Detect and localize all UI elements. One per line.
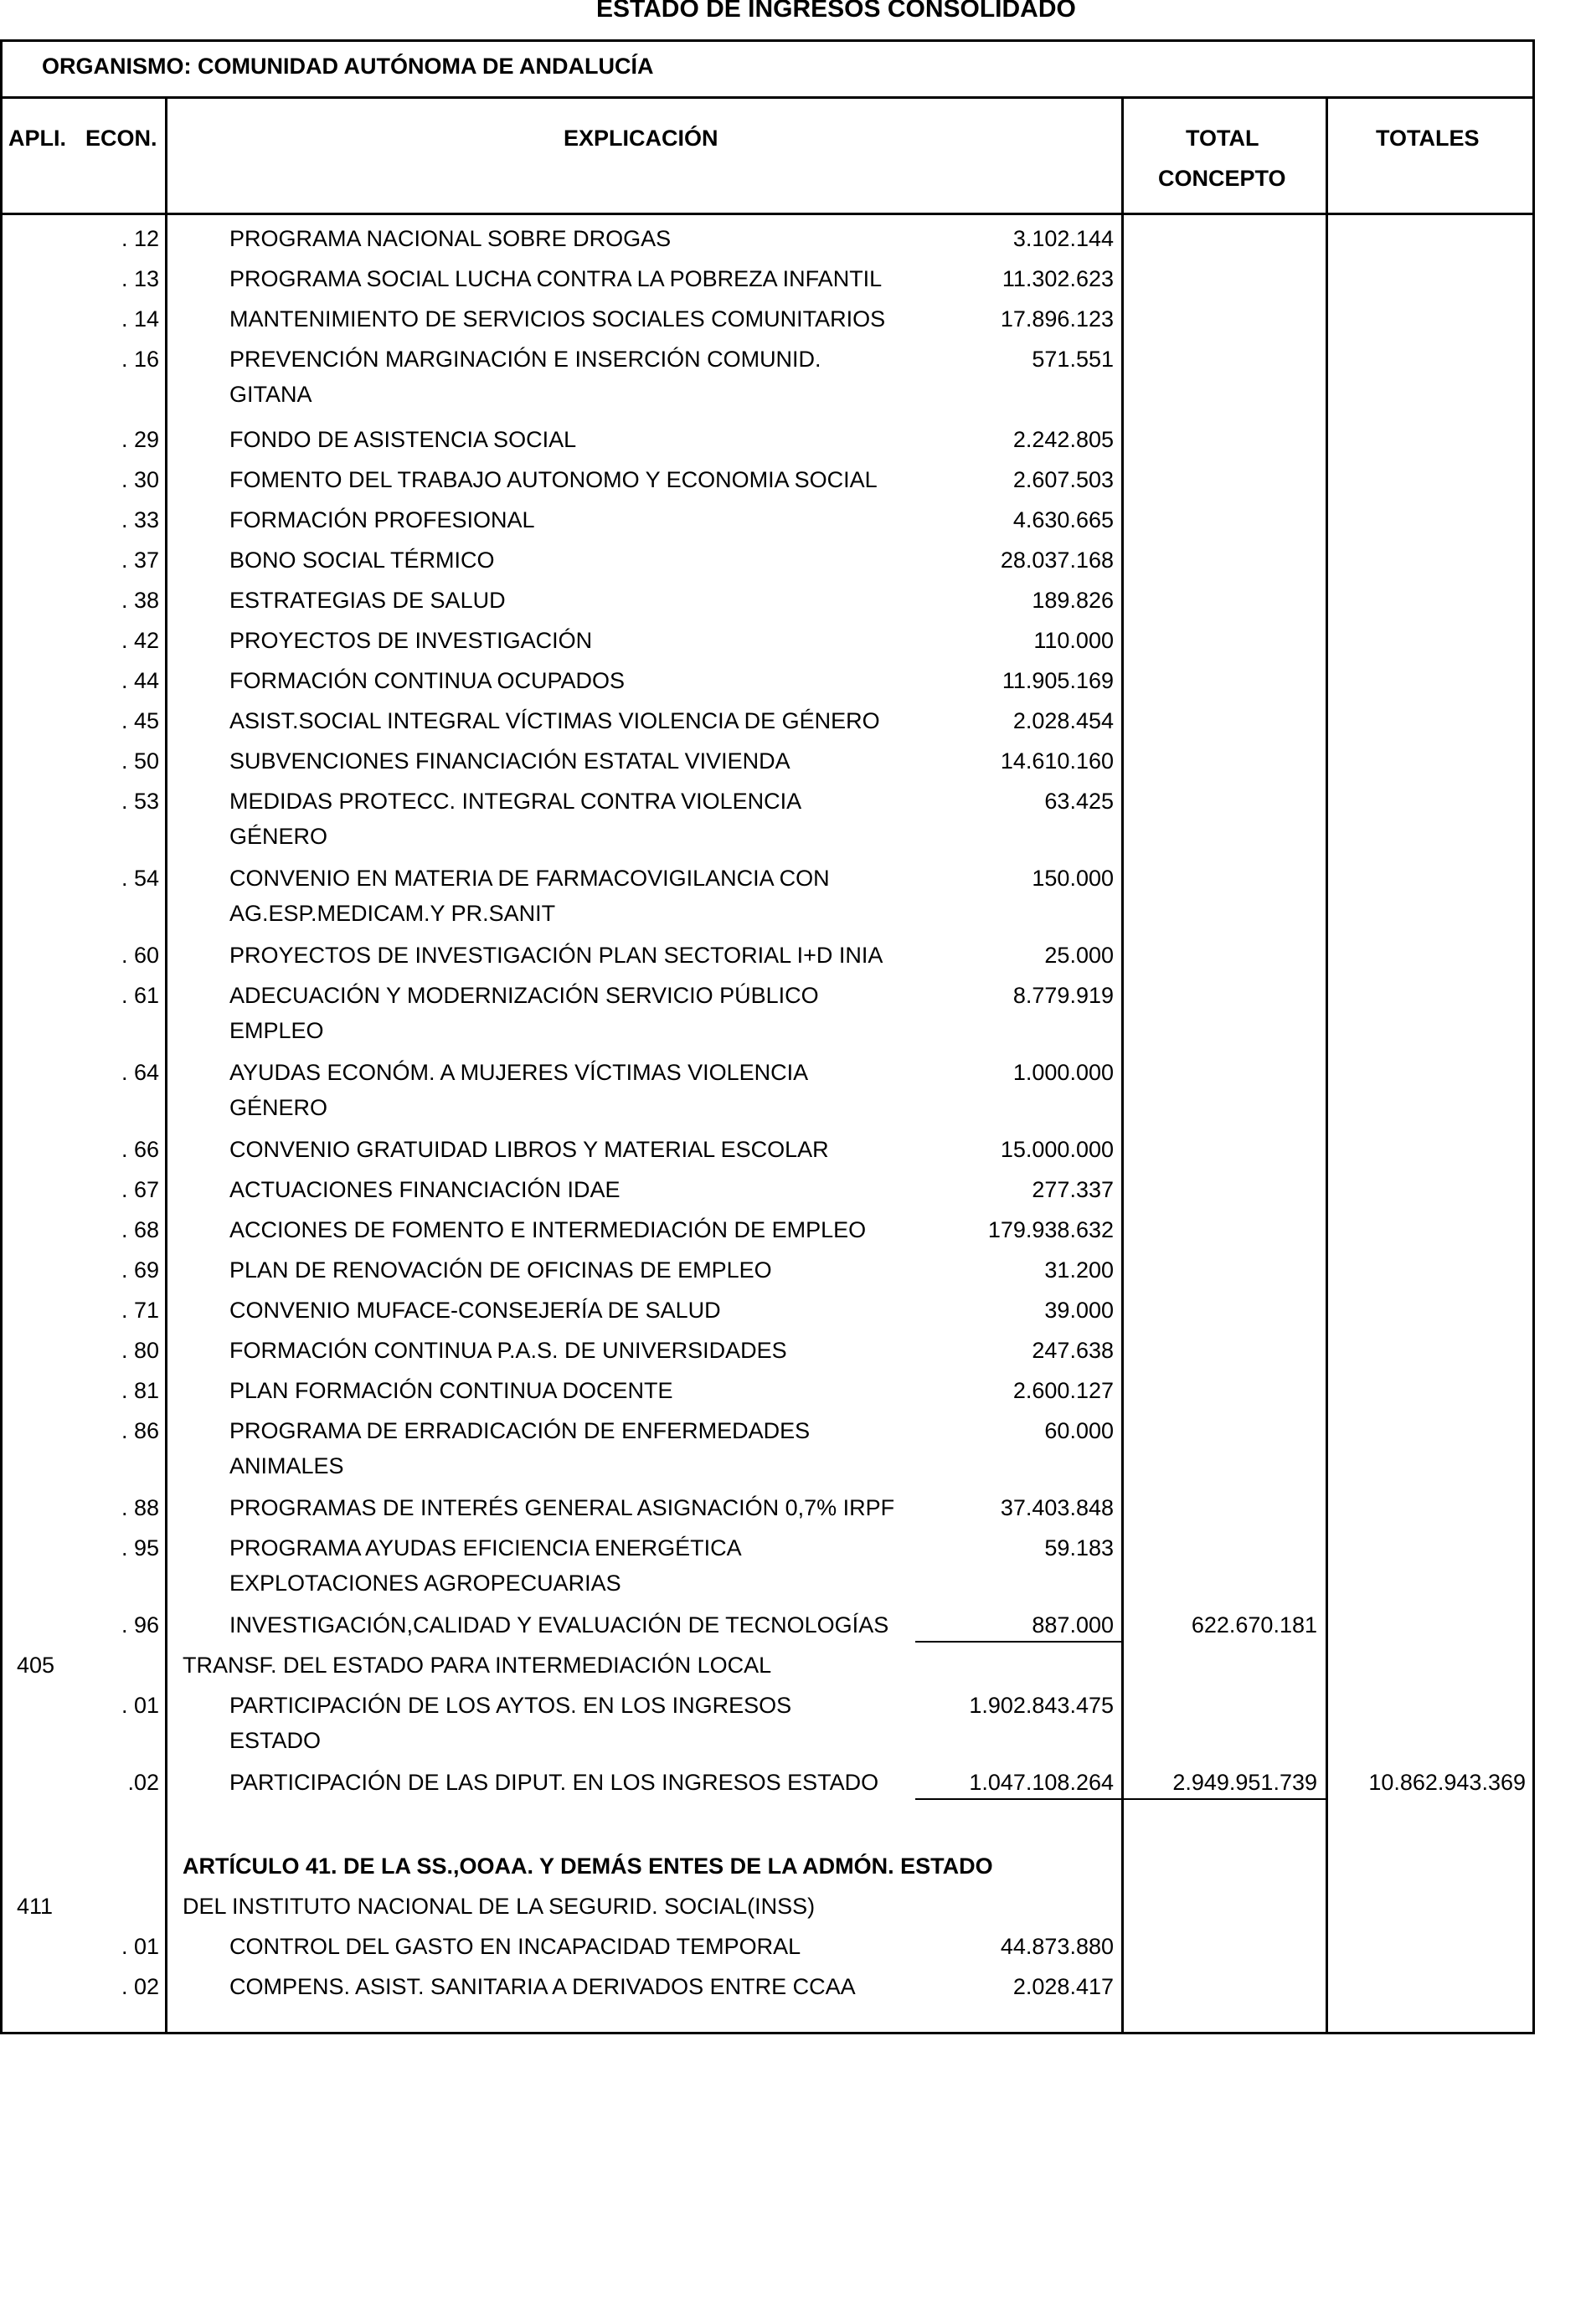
row-description: AG.ESP.MEDICAM.Y PR.SANIT	[229, 901, 556, 926]
row-description: ANIMALES	[229, 1453, 344, 1478]
row-amount: 2.242.805	[1012, 427, 1114, 452]
row-description: PLAN DE RENOVACIÓN DE OFICINAS DE EMPLEO	[229, 1257, 772, 1283]
row-description: EXPLOTACIONES AGROPECUARIAS	[229, 1571, 621, 1596]
row-amount: 2.028.454	[1012, 708, 1114, 733]
row-amount: 150.000	[1032, 866, 1114, 891]
frame-right	[1532, 39, 1535, 2034]
row-description: FONDO DE ASISTENCIA SOCIAL	[229, 427, 577, 452]
header-econ: ECON.	[85, 126, 157, 151]
row-econ: . 16	[121, 347, 159, 372]
row-econ: . 68	[121, 1217, 159, 1242]
row-econ: . 33	[121, 507, 159, 532]
row-econ: . 96	[121, 1612, 159, 1638]
row-description: MANTENIMIENTO DE SERVICIOS SOCIALES COMUNITARIOS	[229, 306, 886, 332]
row-amount: 247.638	[1032, 1338, 1114, 1363]
row-amount: 63.425	[1044, 789, 1114, 814]
row-amount: 2.607.503	[1012, 467, 1114, 492]
row-amount: 8.779.919	[1012, 983, 1114, 1008]
row-description: DEL INSTITUTO NACIONAL DE LA SEGURID. SOCIAL(INSS)	[183, 1894, 816, 1919]
row-amount: 28.037.168	[1000, 548, 1114, 573]
row-description: CONVENIO MUFACE-CONSEJERÍA DE SALUD	[229, 1298, 721, 1323]
row-amount: 15.000.000	[1000, 1137, 1114, 1162]
row-amount: 59.183	[1044, 1535, 1114, 1560]
row-econ: . 01	[121, 1934, 159, 1959]
row-description: PARTICIPACIÓN DE LAS DIPUT. EN LOS INGRESOS ESTADO	[229, 1770, 879, 1795]
row-amount: 11.905.169	[1002, 668, 1114, 693]
col-sep-econ	[165, 96, 167, 2034]
row-description: ADECUACIÓN Y MODERNIZACIÓN SERVICIO PÚBLICO	[229, 983, 819, 1008]
row-description: PROYECTOS DE INVESTIGACIÓN	[229, 628, 593, 653]
row-econ: . 86	[121, 1418, 159, 1443]
row-econ: . 45	[121, 708, 159, 733]
row-econ: . 69	[121, 1257, 159, 1283]
row-description: COMPENS. ASIST. SANITARIA A DERIVADOS ENTRE CCAA	[229, 1974, 856, 1999]
row-total-concepto: 2.949.951.739	[1172, 1770, 1317, 1795]
row-description: PLAN FORMACIÓN CONTINUA DOCENTE	[229, 1378, 673, 1403]
row-description: EMPLEO	[229, 1018, 324, 1043]
row-econ: . 14	[121, 306, 159, 332]
row-description: INVESTIGACIÓN,CALIDAD Y EVALUACIÓN DE TECNOLOGÍAS	[229, 1612, 889, 1638]
row-amount: 2.028.417	[1012, 1974, 1114, 1999]
header-explicacion: EXPLICACIÓN	[564, 126, 718, 151]
row-description: FORMACIÓN CONTINUA P.A.S. DE UNIVERSIDADES	[229, 1338, 787, 1363]
row-amount: 39.000	[1044, 1298, 1114, 1323]
row-econ: . 53	[121, 789, 159, 814]
row-amount: 3.102.144	[1012, 226, 1114, 251]
row-econ: . 44	[121, 668, 159, 693]
row-description: FORMACIÓN PROFESIONAL	[229, 507, 535, 532]
row-description: GÉNERO	[229, 824, 328, 849]
header-total-concepto-line2: CONCEPTO	[1158, 166, 1286, 191]
row-description: ESTADO	[229, 1728, 322, 1753]
row-description: GITANA	[229, 382, 312, 407]
row-amount: 887.000	[1032, 1612, 1114, 1638]
row-amount: 44.873.880	[1000, 1934, 1114, 1959]
concepto-underline	[1122, 1798, 1326, 1800]
frame-top	[0, 39, 1535, 42]
amount-underline	[915, 1641, 1122, 1643]
row-econ: . 81	[121, 1378, 159, 1403]
row-econ: . 64	[121, 1060, 159, 1085]
row-description: PROGRAMA NACIONAL SOBRE DROGAS	[229, 226, 672, 251]
row-description: ESTRATEGIAS DE SALUD	[229, 588, 506, 613]
amount-underline	[915, 1798, 1122, 1800]
row-amount: 110.000	[1033, 628, 1114, 653]
row-amount: 31.200	[1044, 1257, 1114, 1283]
row-description: CONVENIO EN MATERIA DE FARMACOVIGILANCIA CON	[229, 866, 830, 891]
row-amount: 4.630.665	[1012, 507, 1114, 532]
row-amount: 1.000.000	[1012, 1060, 1114, 1085]
row-description: ACTUACIONES FINANCIACIÓN IDAE	[229, 1177, 620, 1202]
row-econ: . 13	[121, 266, 159, 291]
frame-columns-divider	[0, 213, 1535, 215]
row-description: PROGRAMA SOCIAL LUCHA CONTRA LA POBREZA INFANTIL	[229, 266, 883, 291]
row-description: PROYECTOS DE INVESTIGACIÓN PLAN SECTORIAL I+D INIA	[229, 943, 883, 968]
row-description: ACCIONES DE FOMENTO E INTERMEDIACIÓN DE EMPLEO	[229, 1217, 867, 1242]
row-description: PROGRAMA DE ERRADICACIÓN DE ENFERMEDADES	[229, 1418, 811, 1443]
row-description: ARTÍCULO 41. DE LA SS.,OOAA. Y DEMÁS ENTES DE LA ADMÓN. ESTADO	[183, 1854, 993, 1879]
frame-bottom	[0, 2032, 1535, 2034]
row-amount: 571.551	[1032, 347, 1114, 372]
row-description: AYUDAS ECONÓM. A MUJERES VÍCTIMAS VIOLENCIA	[229, 1060, 809, 1085]
row-amount: 277.337	[1032, 1177, 1114, 1202]
row-amount: 11.302.623	[1002, 266, 1114, 291]
row-description: PROGRAMAS DE INTERÉS GENERAL ASIGNACIÓN 0,7% IRPF	[229, 1495, 895, 1520]
row-description: PROGRAMA AYUDAS EFICIENCIA ENERGÉTICA	[229, 1535, 742, 1560]
row-description: CONVENIO GRATUIDAD LIBROS Y MATERIAL ESCOLAR	[229, 1137, 829, 1162]
row-econ: . 38	[121, 588, 159, 613]
row-econ: . 80	[121, 1338, 159, 1363]
row-apli: 411	[17, 1894, 54, 1919]
row-econ: . 61	[121, 983, 159, 1008]
row-amount: 25.000	[1044, 943, 1114, 968]
row-econ: .02	[127, 1770, 159, 1795]
row-econ: . 66	[121, 1137, 159, 1162]
frame-left	[0, 39, 3, 2034]
row-econ: . 30	[121, 467, 159, 492]
row-description: PREVENCIÓN MARGINACIÓN E INSERCIÓN COMUNID.	[229, 347, 821, 372]
header-apli: APLI.	[8, 126, 67, 151]
row-amount: 2.600.127	[1012, 1378, 1114, 1403]
row-econ: . 50	[121, 748, 159, 774]
row-econ: . 71	[121, 1298, 159, 1323]
col-sep-totales	[1326, 96, 1328, 2034]
row-description: ASIST.SOCIAL INTEGRAL VÍCTIMAS VIOLENCIA DE GÉNERO	[229, 708, 880, 733]
row-econ: . 01	[121, 1693, 159, 1718]
row-econ: . 88	[121, 1495, 159, 1520]
row-econ: . 12	[121, 226, 159, 251]
amount-col-tick	[1121, 1879, 1124, 1913]
row-description: SUBVENCIONES FINANCIACIÓN ESTATAL VIVIENDA	[229, 748, 790, 774]
frame-header-divider	[0, 96, 1535, 99]
row-description: GÉNERO	[229, 1095, 328, 1120]
row-description: TRANSF. DEL ESTADO PARA INTERMEDIACIÓN LOCAL	[183, 1653, 772, 1678]
row-description: FORMACIÓN CONTINUA OCUPADOS	[229, 668, 626, 693]
row-amount: 37.403.848	[1000, 1495, 1114, 1520]
col-sep-concepto	[1121, 96, 1124, 2034]
row-econ: . 29	[121, 427, 159, 452]
row-amount: 60.000	[1044, 1418, 1114, 1443]
row-amount: 1.047.108.264	[969, 1770, 1114, 1795]
row-amount: 189.826	[1032, 588, 1114, 613]
header-total-concepto-line1: TOTAL	[1186, 126, 1259, 151]
row-econ: . 60	[121, 943, 159, 968]
row-econ: . 67	[121, 1177, 159, 1202]
row-description: MEDIDAS PROTECC. INTEGRAL CONTRA VIOLENCIA	[229, 789, 802, 814]
row-econ: . 54	[121, 866, 159, 891]
page-title: ESTADO DE INGRESOS CONSOLIDADO	[596, 0, 1076, 23]
row-econ: . 95	[121, 1535, 159, 1560]
row-econ: . 37	[121, 548, 159, 573]
row-amount: 179.938.632	[987, 1217, 1114, 1242]
row-description: CONTROL DEL GASTO EN INCAPACIDAD TEMPORAL	[229, 1934, 801, 1959]
row-econ: . 42	[121, 628, 159, 653]
row-description: PARTICIPACIÓN DE LOS AYTOS. EN LOS INGRESOS	[229, 1693, 792, 1718]
row-description: FOMENTO DEL TRABAJO AUTONOMO Y ECONOMIA SOCIAL	[229, 467, 878, 492]
row-amount: 17.896.123	[1000, 306, 1114, 332]
row-total-concepto: 622.670.181	[1191, 1612, 1317, 1638]
row-amount: 14.610.160	[1000, 748, 1114, 774]
amount-col-tick	[1121, 1817, 1124, 1875]
organismo-label: ORGANISMO: COMUNIDAD AUTÓNOMA DE ANDALUCÍA	[42, 54, 654, 79]
row-amount: 1.902.843.475	[969, 1693, 1114, 1718]
header-totales: TOTALES	[1376, 126, 1480, 151]
row-apli: 405	[17, 1653, 55, 1678]
row-econ: . 02	[121, 1974, 159, 1999]
row-totales: 10.862.943.369	[1368, 1770, 1526, 1795]
amount-col-tick	[1121, 1658, 1124, 1683]
row-description: BONO SOCIAL TÉRMICO	[229, 548, 495, 573]
